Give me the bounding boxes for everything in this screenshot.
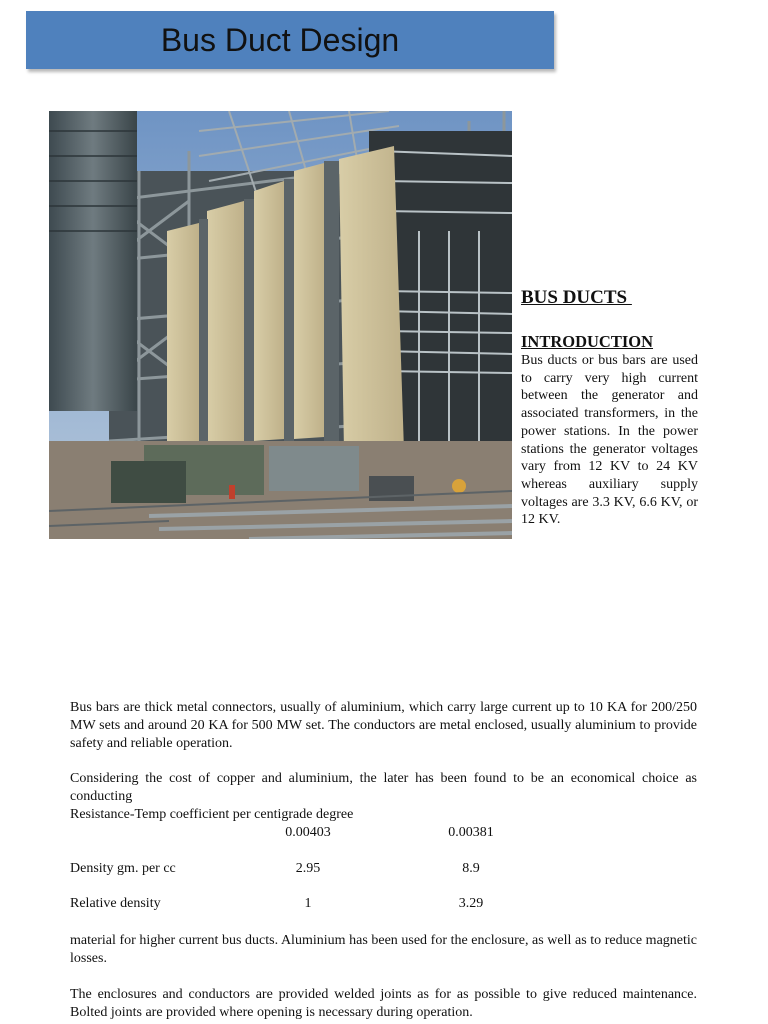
table-row — [70, 807, 697, 825]
aluminium-value: 0.00403 — [285, 825, 331, 840]
page-title: Bus Duct Design — [160, 21, 400, 58]
table-row — [70, 861, 697, 879]
row-label: Density gm. per cc — [70, 861, 176, 876]
aluminium-value: 2.95 — [295, 861, 321, 876]
paragraph-bus-bars: Bus bars are thick metal connectors, usually of aluminium, which carry large current up to 10 KA for 200/250 MW sets and around 20 KA for 500 MW set. The conductors are metal enclosed, usually aluminium to provide safety and reliable operation. — [70, 700, 697, 751]
title-banner — [26, 11, 554, 69]
paragraph-enclosure: material for higher current bus ducts. Aluminium has been used for the enclosure, as well as to reduce magnetic losses. — [70, 933, 697, 966]
power-station-photo — [49, 111, 512, 539]
introduction-heading: INTRODUCTION — [521, 332, 654, 351]
row-label: Relative density — [70, 896, 161, 911]
row-label: Resistance-Temp coefficient per centigrade degree — [70, 807, 354, 822]
paragraph-joints: The enclosures and conductors are provided welded joints as for as possible to give reduced maintenance. Bolted joints are provided where opening is necessary during operation. — [70, 987, 697, 1020]
introduction-paragraph: Bus ducts or bus bars are used to carry very high current between the generator and associated transformers, in the power stations. In the power stations the generator voltages vary from 12 KV to 24 KV whereas auxiliary supply voltages are 3.3 KV, 6.6 KV, or 12 KV. — [521, 353, 698, 528]
table-row — [70, 896, 697, 914]
table-row — [70, 825, 697, 843]
aluminium-value: 1 — [304, 896, 312, 911]
section-heading: BUS DUCTS — [521, 287, 632, 308]
sidebar-intro-column — [521, 286, 698, 529]
paragraph-cost: Considering the cost of copper and aluminium, the later has been found to be an economical choice as conducting — [70, 771, 697, 804]
copper-value: 8.9 — [462, 861, 480, 876]
copper-value: 3.29 — [458, 896, 484, 911]
copper-value: 0.00381 — [448, 825, 494, 840]
